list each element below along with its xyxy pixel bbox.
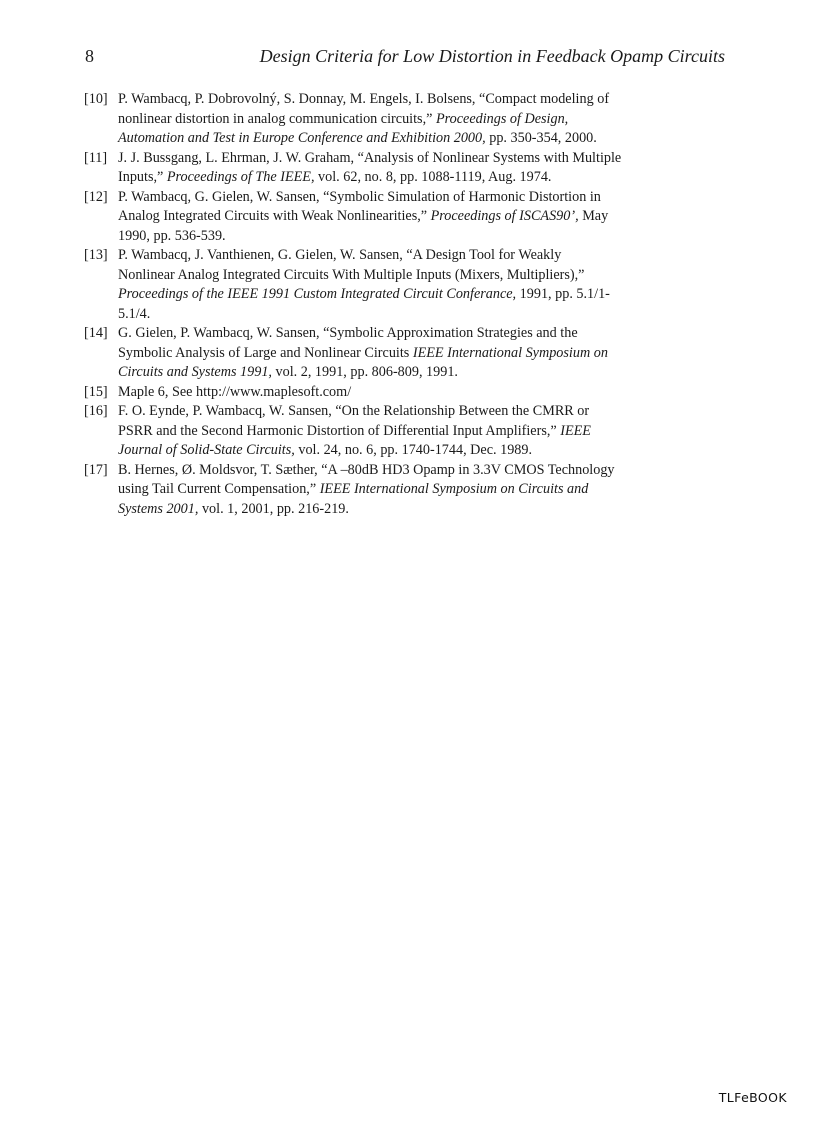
reference-venue-text: IEEE (560, 422, 591, 439)
reference-item (84, 324, 729, 383)
reference-text: 5.1/4. (118, 305, 151, 322)
reference-venue-text: Proceedings of Design, (435, 110, 569, 127)
reference-line (118, 188, 729, 208)
reference-venue-text: Proceedings of the IEEE 1991 Custom Integrated Circuit Conferance, (118, 286, 517, 302)
reference-item (84, 383, 729, 403)
reference-text: Nonlinear Analog Integrated Circuits With Multiple Inputs (Mixers, Multipliers),” (118, 266, 585, 283)
reference-number: [10] (84, 91, 108, 107)
footer-watermark: TLFeBOOK (718, 1090, 787, 1105)
reference-venue-text: IEEE International Symposium on (412, 344, 608, 361)
reference-line (118, 168, 729, 188)
reference-item (84, 246, 729, 324)
reference-number: [16] (84, 403, 108, 419)
reference-line (118, 344, 729, 364)
reference-number: [11] (84, 149, 108, 166)
reference-number: [17] (84, 461, 108, 478)
reference-text: F. O. Eynde, P. Wambacq, W. Sansen, “On the Relationship Between the CMRR or (118, 403, 590, 419)
reference-venue-text: Circuits and Systems 1991, (118, 364, 272, 380)
reference-line (118, 441, 729, 461)
reference-text: using Tail Current Compensation,” (118, 481, 320, 497)
reference-text: Maple 6, See http://www.maplesoft.com/ (118, 383, 352, 400)
reference-line (118, 324, 729, 344)
reference-number: [15] (84, 383, 108, 400)
reference-text: G. Gielen, P. Wambacq, W. Sansen, “Symbolic Approximation Strategies and the (118, 325, 578, 341)
reference-venue-text: Proceedings of The IEEE, (166, 169, 315, 185)
reference-text: 1990, pp. 536-539. (118, 227, 226, 244)
reference-venue-text: Journal of Solid-State Circuits, (118, 442, 295, 458)
reference-text: Inputs,” (118, 169, 167, 185)
reference-item (84, 461, 729, 520)
reference-text: pp. 350-354, 2000. (485, 130, 597, 146)
reference-line (118, 129, 729, 149)
reference-item (84, 402, 729, 461)
reference-line (118, 402, 729, 422)
reference-line (118, 227, 729, 247)
reference-text: 1991, pp. 5.1/1- (516, 286, 610, 302)
reference-text: P. Wambacq, J. Vanthienen, G. Gielen, W. Sansen, “A Design Tool for Weakly (118, 247, 562, 263)
reference-line (118, 461, 729, 481)
page-number: 8 (85, 46, 94, 66)
reference-text: P. Wambacq, P. Dobrovolný, S. Donnay, M. Engels, I. Bolsens, “Compact modeling of (118, 91, 610, 107)
reference-line (118, 383, 729, 403)
reference-text: nonlinear distortion in analog communication circuits,” (118, 110, 436, 127)
reference-line (118, 363, 729, 383)
reference-line (118, 500, 729, 520)
reference-text: vol. 2, 1991, pp. 806-809, 1991. (271, 364, 458, 380)
running-title: Design Criteria for Low Distortion in Feedback Opamp Circuits (259, 46, 725, 66)
reference-text: vol. 62, no. 8, pp. 1088-1119, Aug. 1974. (314, 169, 552, 185)
reference-venue-text: Systems 2001, (118, 500, 199, 517)
reference-line (118, 480, 729, 500)
reference-text: P. Wambacq, G. Gielen, W. Sansen, “Symbolic Simulation of Harmonic Distortion in (118, 188, 601, 205)
reference-text: J. J. Bussgang, L. Ehrman, J. W. Graham, “Analysis of Nonlinear Systems with Multiple (118, 149, 622, 166)
reference-line (118, 266, 729, 286)
reference-venue-text: Automation and Test in Europe Conference and Exhibition 2000, (118, 130, 486, 146)
reference-line (118, 110, 729, 130)
reference-venue-text: IEEE International Symposium on Circuits and (319, 481, 589, 497)
reference-venue-text: Proceedings of ISCAS90’, (430, 208, 579, 224)
reference-number: [13] (84, 247, 108, 263)
reference-text: May (578, 208, 609, 224)
reference-line (118, 422, 729, 442)
reference-text: B. Hernes, Ø. Moldsvor, T. Sæther, “A –80dB HD3 Opamp in 3.3V CMOS Technology (118, 461, 615, 478)
reference-line (118, 149, 729, 169)
reference-line (118, 207, 729, 227)
reference-text: vol. 1, 2001, pp. 216-219. (198, 500, 349, 517)
reference-line (118, 90, 729, 110)
reference-text: Symbolic Analysis of Large and Nonlinear Circuits (118, 344, 413, 361)
reference-number: [14] (84, 325, 108, 341)
reference-list (84, 90, 729, 519)
reference-text: Analog Integrated Circuits with Weak Nonlinearities,” (118, 208, 431, 224)
reference-item (84, 149, 729, 188)
reference-line (118, 246, 729, 266)
reference-text: vol. 24, no. 6, pp. 1740-1744, Dec. 1989. (294, 442, 533, 458)
reference-line (118, 285, 729, 305)
reference-line (118, 305, 729, 325)
reference-text: PSRR and the Second Harmonic Distortion of Differential Input Amplifiers,” (118, 422, 561, 439)
reference-number: [12] (84, 188, 108, 205)
reference-item (84, 188, 729, 247)
page-header (85, 44, 725, 70)
reference-item (84, 90, 729, 149)
